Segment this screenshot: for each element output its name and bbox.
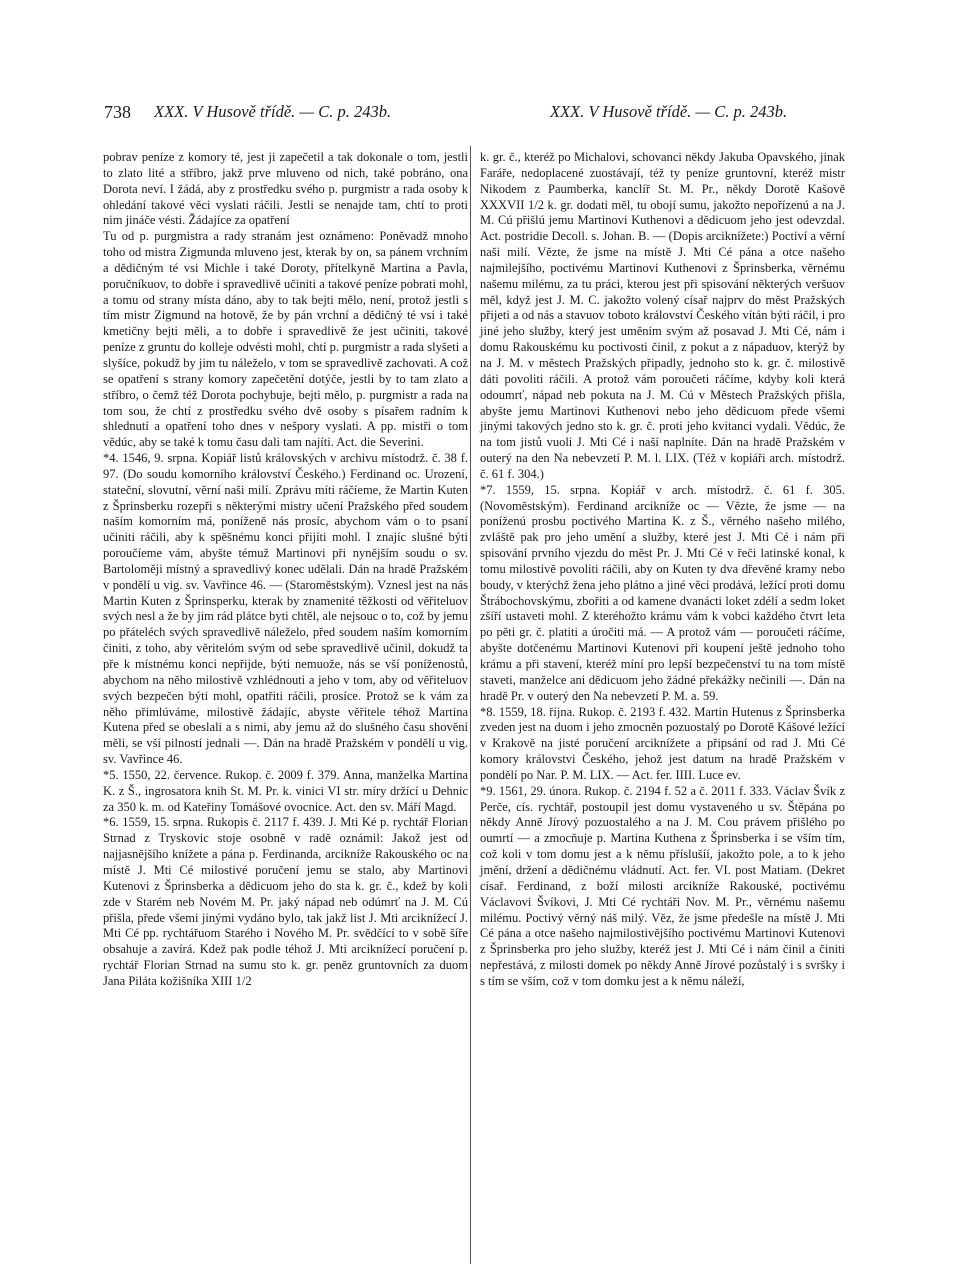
paragraph: Tu od p. purgmistra a rady stranám jest oznámeno: Poněvadž mnoho toho od mistra Zigmunda mluveno jest, kterak by on, sa pánem vrchním a dědičným té vsi Michle i také Doroty, přítelkyně Martina a Pavla, poručníkuov, to dobře i spravedlivě učiniti a takové peníze pobrati mohl, a tomu od strany místa dáno, aby to tak bejti mělo, není, protož jestli s tím mistr Zigmund na hotově, že by pán vrchní a dědičný té vsi i také kmetičny bejti měli, a to dobře i spravedlivě že jest učiniti, takové peníze z gruntu do kolleje odvésti mohl, chtí p. purgmistr a rada slyšeti a slyšíce, pokudž by jim tu náleželo, v tom se spravedlivě zachovati. A což se opatření s strany komory zapečetění dotýče, jestli by to tam zlato a stříbro, o čemž též Dorota pochybuje, bejti mělo, p. purgmistr a rada na tom sou, že chtí z prostředku svého dvě osoby s písařem radním k shlednutí a opatření toho dnes v nešpory vyslati. A pp. mistři o tom vědúc, aby se také k tomu času dali tam najíti. Act. die Severini.: [103, 229, 468, 450]
right-running-head: XXX. V Husově třídě. — C. p. 243b.: [550, 102, 788, 121]
page-number: 738: [104, 102, 131, 122]
paragraph: pobrav peníze z komory té, jest ji zapečetil a tak dokonale o tom, jestli to zlato lité a stříbro, jakž prve mluveno od nich, také pobráno, ona Dorota neví. I žádá, aby z prostředku svého p. purgmistr a rada osoby k ohledání takové věci vyslati ráčili. Jestli se nenajde tam, chtí to proti nim jináče vésti. Žádajíce za opatření: [103, 150, 468, 228]
right-column: [480, 150, 845, 990]
paragraph: *4. 1546, 9. srpna. Kopiář listů královských v archivu místodrž. č. 38 f. 97. (Do soudu komorního království Českého.) Ferdinand oc. Urození, stateční, slovutní, věrní naši milí. Zprávu míti ráčíeme, že Martin Kuten z Šprinsberku rozepři s některými mistry učení Pražského před soudem naším komorním má, poníženě nás prosíc, abychom vám o to psaní učiniti ráčili, aby k spěšnému konci přijíti mohl. I znajíc slušné býti poroučíeme vám, abyšte témuž Martinovi při nynějším soudu o sv. Bartoloměji místný a spravedlivý konec udělali. Dán na hradě Pražském v pondělí u vig. sv. Vavřince 46. — (Staroměstským). Vznesl jest na nás Martin Kuten z Šprinsperku, kterak by znamenité těžkosti od věřiteluov svých nesl a že by jim rád plátce byti chtěl, ale nejsouc o to, což by jemu po přáteléch svých spravedlivě náleželo, před soudem naším komorním činiti, z toho, aby věritelóm svým od sebe spravedlivě učinil, dokudž ta pře k místnému konci nepřijde, býti nemuože, nás se vší poníženostů, abychom na něho milostivě vzhlédnouti a jeho v tom, aby od věřiteluov svých bezpečen býti mohl, opatřiti ráčili, prosíce. Protož se k vám za něho přimlúváme, milostivě žádajíc, abyste věřitele téhož Martina Kutena před se obeslali a s nimi, aby jemu až do slušného času shovění měli, se vší pilností jednali —. Dán na hradě Pražském v pondělí u vig. sv. Vavřince 46.: [103, 451, 468, 767]
paragraph: *9. 1561, 29. února. Rukop. č. 2194 f. 52 a č. 2011 f. 333. Václav Švík z Perče, cís. rychtář, postoupil jest domu vystaveného u sv. Štěpána po někdy Anně Jírový pozuostalého a na J. M. Cou právem přišlého po oumrtí — a zmocňuje p. Martina Kuthena z Šprinsberka i se vším tím, což koli v tom domu jest a k němu příslušíí, jakožto pole, a to k jeho jmění, držení a dědičnému vládnutí. Act. fer. VI. post Matiam. (Dekret císař. Ferdinand, z boží milosti arcikníže Rakouské, poctivému Václavovi Švíkovi, J. Mti Cé rychtáři Nov. M. Pr., věrnému našemu milému. Poctivý věrný náš milý. Věz, že jsme předešle na místě J. Mti Cé pána a otce našeho najmilostivějšího poctivému Martinovi Kutenovi z Šprinsberka pro jeho služby, kteréž jest J. Mti Cé i nám činil a činiti nepřestává, z milosti domek po někdy Anně Jírové pozůstalý i s svršky i s tím se vším, což v tom domku jest a k němu náleží,: [480, 783, 845, 988]
paragraph: k. gr. č., kteréž po Michalovi, schovanci někdy Jakuba Opavského, jinak Faráře, nedoplacené zuostávají, též ty peníze gruntovní, kteréž mistr Nikodem z Paumberka, kanclíř St. M. Pr., někdy Dorotě Kašově XXXVII 1/2 k. gr. dodati měl, tu obojí sumu, jakožto nepořízenú a na J. M. Cú přišlú jemu Martinovi Kuthenovi a dědicuom jeho jest odevzdal. Act. postridie Decoll. s. Johan. B. — (Dopis arciknížete:) Poctiví a věrní naši milí. Vězte, že jsme na místě J. Mti Cé pána a otce našeho najmilejšího, poctivému Martinovi Kuthenovi z Šprinsberka, věrnému našemu milému, za tu práci, kterou jest při spisování některých veršuov měl, když jest J. M. C. jakožto volený císař najprv do měst Pražských přijeti a od nás a stavuov toboto království Českého vítán býti ráčil, i pro jiné jeho služby, který jest uměním svým až posavad J. Mti Cé, nám i domu Rakouskému ku poctivosti činil, z pokut a z nápaduov, kterýž by na J. M. v městech Pražských připadly, jednoho sto k. gr. č. milostivě dáti povoliti ráčili. A protož vám poroučeti ráčíme, kdyby koli která odoumrť, nápad neb pokuta na J. M. Cú v Městech Pražských přišla, abyšte jemu Martinovi Kuthenovi nebo jeho dědicuom přede všemi jinými takových jedno sto k. gr. č. proti jeho kvitanci vydali. Vědúc, že na tom jistů vuoli J. Mti Cé i naší naplníte. Dán na hradě Pražském v outerý na den Na nebevzetí P. M. l. LIX. (Též v kopiáři arch. místodrž. č. 61 f. 304.): [480, 150, 845, 481]
paragraph: *7. 1559, 15. srpna. Kopiář v arch. místodrž. č. 61 f. 305. (Novoměstským). Ferdinand arcikníže oc — Vězte, že jsme — na poníženú prosbu poctivého Martina K. z Š., věrného našeho milého, zvláště pak pro jeho umění a služby, které jest J. Mti Cé i nám při spisování prvního vjezdu do měst Pr. J. Mti Cé v řeči latinské konal, k tomu milostivě povoliti ráčili, aby on Kuten ty dva dřevěné kramy nebo boudy, v kterýchž žena jeho plátno a jiné věci prodává, ležící proti domu Štrábochovskýmu, zbořiti a od kamene dvanácti loket zdélí a sedm loket zšíří ustaveti mohl. Z kteréhožto krámu vám k vobci každého čtvrt leta po pěti gr. č. platiti a úročiti má. — A protož vám — poroučeti ráčíme, abyšte dotčenému Martinovi Kutenovi při koupení ještě jednoho toho krámu a při stavení, kteréž míní pro lepší bezpečenství tu na tom místě staveti, manželce ani dědicuom jeho žádné překážky nečinili —. Dán na hradě Pr. v outerý den Na nebevzetí P. M. a. 59.: [480, 482, 845, 703]
left-running-head: XXX. V Husově třídě. — C. p. 243b.: [154, 102, 392, 121]
running-header: [0, 100, 960, 130]
paragraph: *8. 1559, 18. října. Rukop. č. 2193 f. 432. Martin Hutenus z Šprinsberka zveden jest na duom i jeho zmocněn pozuostalý po Dorotě Kášové ležící v Krakově na jisté poručení arciknížete a připsání od rad J. Mti Cé komory královstvi Českého, jehož jest datum na hradě Pražském v pondělí po Nar. P. M. LIX. — Act. fer. IIII. Luce ev.: [480, 704, 845, 782]
left-column: [103, 150, 468, 990]
paragraph: *5. 1550, 22. července. Rukop. č. 2009 f. 379. Anna, manželka Martina K. z Š., ingrosatora knih St. M. Pr. k. vinici VI str. míry držící u Dehnic za 350 k. m. od Kateřiny Tomášové ovocnice. Act. den sv. Máří Magd.: [103, 767, 468, 814]
paragraph: *6. 1559, 15. srpna. Rukopis č. 2117 f. 439. J. Mti Ké p. rychtář Florian Strnad z Tryskovic stoje osobně v radě oznámil: Jakož jest od najjasnějšího knížete a pána p. Ferdinanda, arcikníže Rakouského oc na místě J. Mti Cé milostivé poručení jemu se stalo, aby Martinovi Kutenovi z Šprinsberka a dědicuom jeho do sta k. gr. č., kdež by koli zde v Starém neb Novém M. Pr. jaký nápad neb odúmrť na J. M. Cú přišla, přede všemi jinými vydáno bylo, tak jakž list J. Mti arciknížecí J. Mti Cé pp. rychtářuom Starého i Nového M. Pr. svědčící to v sobě šíře obsahuje a zavírá. Kdež pak podle téhož J. Mti arciknížecí poručení p. rychtář Florian Strnad na sumu sto k. gr. peněz gruntovních za duom Jana Piláta kožišníka XIII 1/2: [103, 815, 468, 988]
column-divider: [470, 146, 471, 1264]
